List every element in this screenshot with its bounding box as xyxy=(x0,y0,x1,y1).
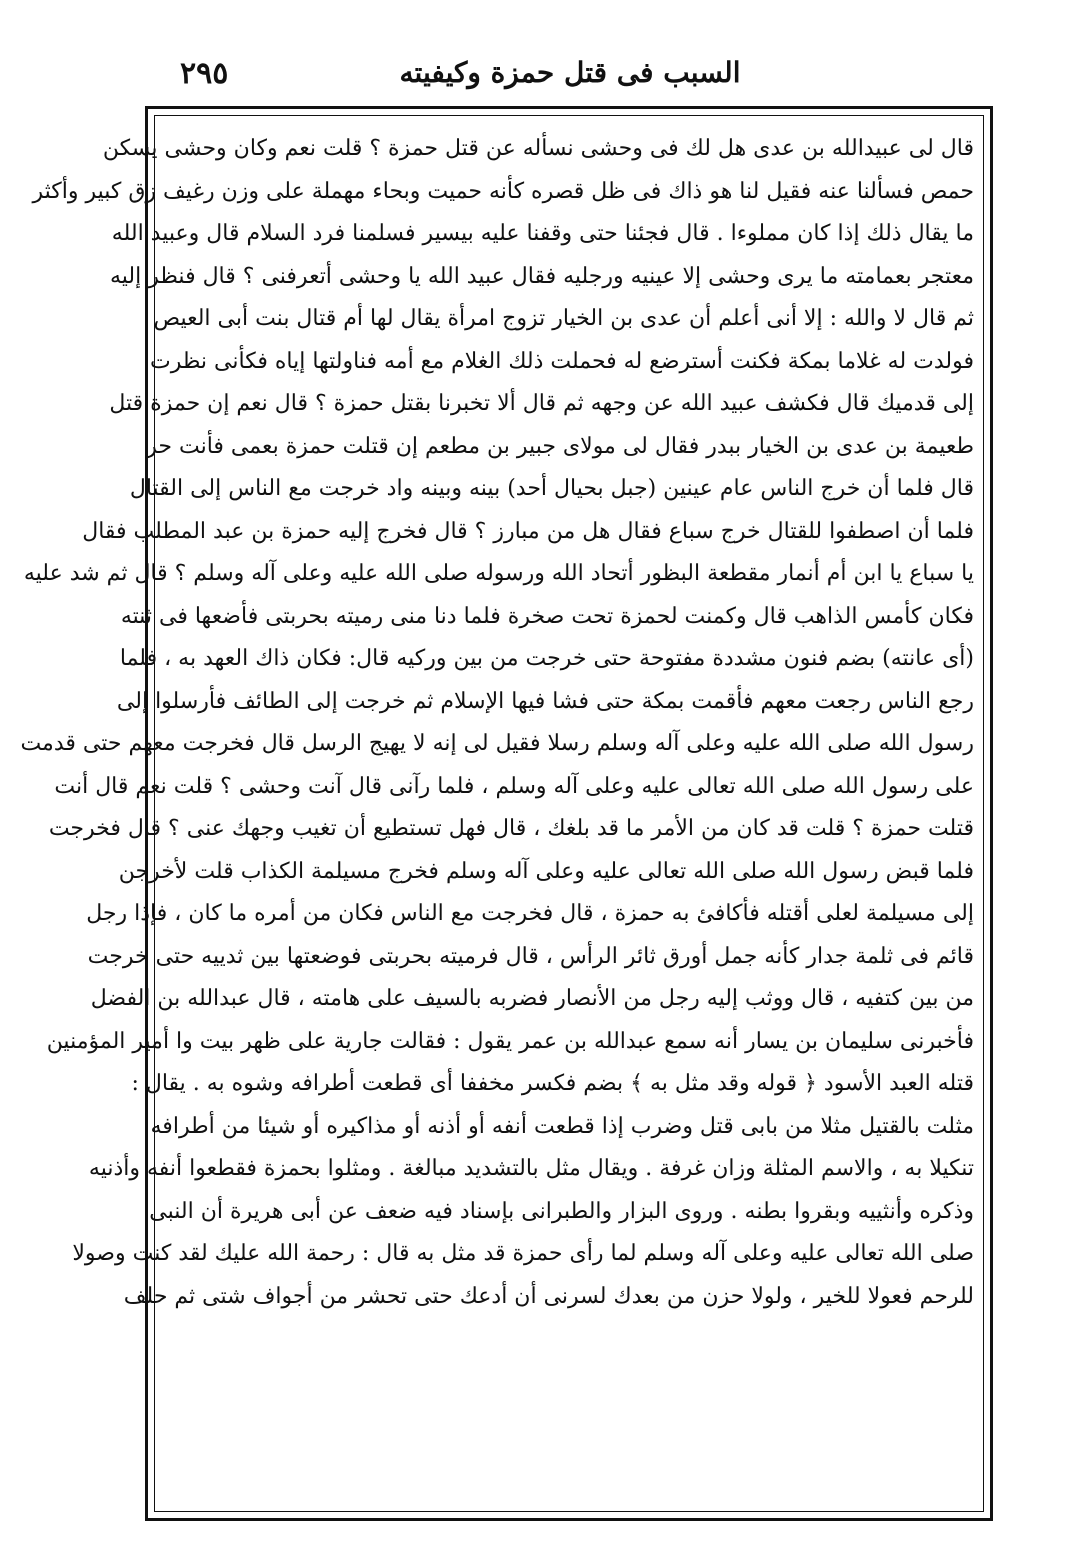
text-line: رجع الناس رجعت معهم فأقمت بمكة حتى فشا فيها الإسلام ثم خرجت إلى الطائف فأرسلوا إلى xyxy=(116,688,974,714)
text-line: قال لى عبيدالله بن عدى هل لك فى وحشى نسأله عن قتل حمزة ؟ قلت نعم وكان وحشى يسكن xyxy=(102,136,974,161)
text-line: ما يقال ذلك إذا كان مملوءا . قال فجئنا حتى وقفنا عليه بيسير فسلمنا فرد السلام قال وعبيد الله xyxy=(111,221,974,246)
text-line: قال فلما أن خرج الناس عام عينين (جبل بحيال أحد) بينه وبينه واد خرجت مع الناس إلى القتال xyxy=(129,476,974,501)
running-title: السبب فى قتل حمزة وكيفيته xyxy=(399,56,741,89)
text-line: على رسول الله صلى الله تعالى عليه وعلى آله وسلم ، فلما رآنى قال آنت وحشى ؟ قلت نعم قال أنت xyxy=(54,773,974,799)
text-line: فولدت له غلاما بمكة فكنت أسترضع له فحملت ذلك الغلام مع أمه فناولتها إياه فكأنى نظرت xyxy=(150,348,974,374)
text-line: فكان كأمس الذاهب قال وكمنت لحمزة تحت صخرة فلما دنا منى رميته بحربتى فأضعها فى ثنته xyxy=(120,603,974,629)
text-line: مثلت بالقتيل مثلا من بابى قتل وضرب إذا قطعت أنفه أو أذنه أو مذاكيره أو شيئا من أطرافه xyxy=(150,1113,974,1139)
text-line: صلى الله تعالى عليه وعلى آله وسلم لما رأى حمزة قد مثل به قال : رحمة الله عليك لقد كنت وصولا xyxy=(72,1241,974,1266)
text-line: وذكره وأنثييه وبقروا بطنه . وروى البزار والطبرانى بإسناد فيه ضعف عن أبى هريرة أن النبى xyxy=(149,1198,974,1224)
text-line: ثم قال لا والله : إلا أنى أعلم أن عدى بن الخيار تزوج امرأة يقال لها أم قتال بنت أبى العيص xyxy=(153,306,974,331)
text-line: من بين كتفيه ، قال ووثب إليه رجل من الأنصار فضربه بالسيف على هامته ، قال عبدالله بن الفضل xyxy=(90,986,974,1011)
text-line: حمص فسألنا عنه فقيل لنا هو ذاك فى ظل قصره كأنه حميت وبحاء مهملة على وزن رغيف زق كبير وأكثر xyxy=(32,178,974,204)
text-line: فلما قبض رسول الله صلى الله تعالى عليه وعلى آله وسلم فخرج مسيلمة الكذاب قلت لأخرجن xyxy=(118,858,974,884)
text-line: رسول الله صلى الله عليه وعلى آله وسلم رسلا فقيل لى إنه لا يهيج الرسل قال فخرجت معهم حتى قدمت xyxy=(20,731,974,756)
text-line: للرحم فعولا للخير ، ولولا حزن من بعدك لسرنى أن أدعك حتى تحشر من أجواف شتى ثم حلف xyxy=(123,1283,974,1309)
text-line: قتلت حمزة ؟ قلت قد كان من الأمر ما قد بلغك ، قال فهل تستطيع أن تغيب وجهك عنى ؟ قال فخرجت xyxy=(48,816,974,841)
text-line: (أى عانته) بضم فنون مشددة مفتوحة حتى خرجت من بين وركيه قال: فكان ذاك العهد به ، فلما xyxy=(119,646,974,671)
text-line: قتله العبد الأسود ﴿ قوله وقد مثل به ﴾ بضم فكسر مخففا أى قطعت أطرافه وشوه به . يقال : xyxy=(131,1071,974,1096)
text-line: معتجر بعمامته ما يرى وحشى إلا عينيه ورجليه فقال عبيد الله يا وحشى أتعرفنى ؟ قال فنظر إليه xyxy=(110,263,974,289)
text-line: تنكيلا به ، والاسم المثلة وزان غرفة . ويقال مثل بالتشديد مبالغة . ومثلوا بحمزة فقطعوا أنفه وأذنيه xyxy=(88,1156,974,1181)
page-number: ٢٩٥ xyxy=(180,56,229,91)
body-text xyxy=(20,128,974,1318)
text-line: إلى قدميك قال فكشف عبيد الله عن وجهه ثم قال ألا تخبرنا بقتل حمزة ؟ قال نعم إن حمزة قتل xyxy=(109,391,974,416)
text-line: يا سباع يا ابن أم أنمار مقطعة البظور أتحاد الله ورسوله صلى الله عليه وعلى آله وسلم ؟ قال ثم شد عليه xyxy=(23,561,974,586)
text-line: قائم فى ثلمة جدار كأنه جمل أورق ثائر الرأس ، قال فرميته بحربتى فوضعتها بين ثدييه حتى خرجت xyxy=(87,943,974,969)
page-header xyxy=(140,52,1000,102)
text-line: طعيمة بن عدى بن الخيار ببدر فقال لى مولاى جبير بن مطعم إن قتلت حمزة بعمى فأنت حر xyxy=(146,433,974,459)
text-line: فلما أن اصطفوا للقتال خرج سباع فقال هل من مبارز ؟ قال فخرج إليه حمزة بن عبد المطلب فقال xyxy=(82,518,974,544)
text-line: فأخبرنى سليمان بن يسار أنه سمع عبدالله بن عمر يقول : فقالت جارية على ظهر بيت وا أمير المؤمنين xyxy=(46,1028,974,1054)
text-line: إلى مسيلمة لعلى أقتله فأكافئ به حمزة ، قال فخرجت مع الناس فكان من أمره ما كان ، فإذا رجل xyxy=(86,901,974,926)
